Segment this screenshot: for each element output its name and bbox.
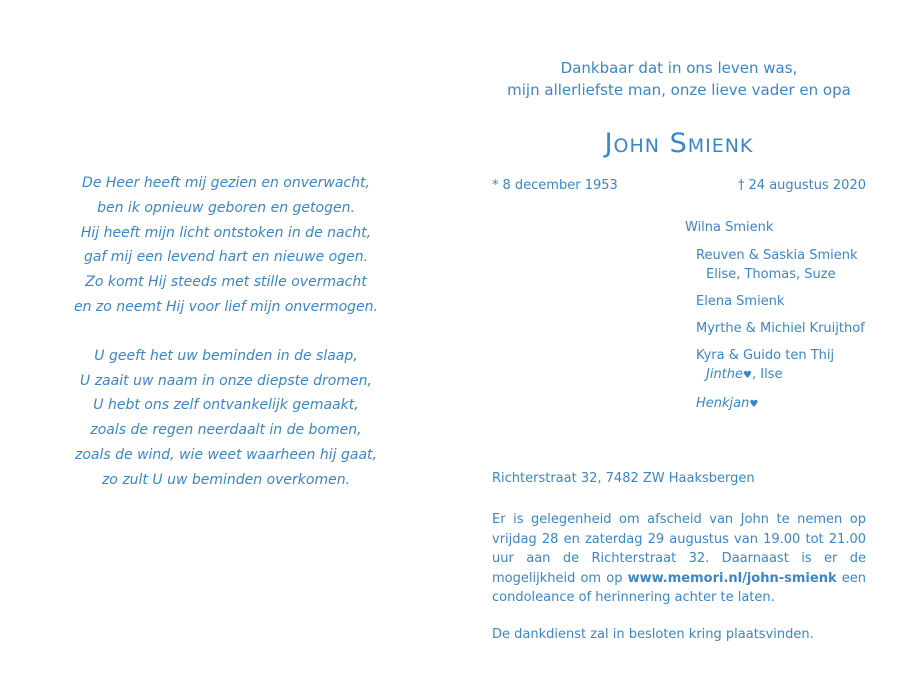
address: Richterstraat 32, 7482 ZW Haaksbergen — [492, 471, 755, 486]
poem-line: U zaait uw naam in onze diepste dromen, — [80, 372, 372, 389]
family-child-name: Kyra & Guido ten Thij — [696, 348, 835, 363]
poem-stanza-2 — [60, 344, 392, 493]
intro-line-1: Dankbaar dat in ons leven was, — [560, 59, 798, 77]
poem-line: zo zult U uw beminden overkomen. — [101, 471, 351, 488]
intro-line-2: mijn allerliefste man, onze lieve vader en opa — [507, 81, 851, 99]
family-child-name: Myrthe & Michiel Kruijthof — [696, 321, 865, 336]
family-child — [696, 292, 865, 311]
birth-date-line — [492, 178, 618, 193]
death-date: 24 augustus 2020 — [748, 178, 866, 193]
death-date-line — [738, 178, 866, 193]
grandchildren: Elise, Thomas, Suze — [706, 267, 836, 282]
heart-icon: ♥ — [749, 399, 759, 410]
poem-line: U hebt ons zelf ontvankelijk gemaakt, — [93, 397, 359, 414]
poem-line: zoals de wind, wie weet waarheen hij gaat, — [75, 446, 377, 463]
poem-line: zoals de regen neerdaalt in de bomen, — [90, 422, 362, 439]
heart-icon: ♥ — [743, 370, 752, 381]
visitation-text — [492, 510, 866, 608]
family-children — [685, 246, 865, 414]
family-child-deceased — [696, 394, 865, 414]
visitation-text-start: Er is gelegenheid om afscheid van John te nemen op vrijdag 28 en zaterdag 29 augustus van 19.00 tot 21.00 uur aan de Richterstraat 32. Daarnaast is er de mogelijkheid om op — [492, 512, 866, 586]
birth-star-icon: * — [492, 178, 499, 193]
grandchild-rest: , Ilse — [752, 367, 783, 382]
service-note: De dankdienst zal in besloten kring plaatsvinden. — [492, 627, 814, 642]
poem-stanza-1 — [60, 171, 392, 320]
birth-date: 8 december 1953 — [502, 178, 618, 193]
visitation-text-end: een condoleance of herinnering achter te laten. — [492, 570, 866, 605]
poem-line: Hij heeft mijn licht ontstoken in de nacht, — [80, 224, 372, 241]
grandchild-deceased: Jinthe — [706, 367, 744, 382]
intro-text — [480, 57, 878, 101]
family-child — [696, 246, 865, 284]
poem-line: U geeft het uw beminden in de slaap, — [94, 347, 358, 364]
poem — [60, 171, 392, 493]
poem-line: ben ik opnieuw geboren en getogen. — [97, 199, 355, 216]
family-child-name: Reuven & Saskia Smienk — [696, 248, 858, 263]
family-child-name: Henkjan — [696, 396, 750, 411]
deceased-name: John Smienk — [604, 128, 754, 159]
poem-line: Zo komt Hij steeds met stille overmacht — [85, 274, 367, 291]
cross-icon: † — [738, 178, 745, 193]
family-list — [685, 218, 865, 414]
family-wife: Wilna Smienk — [685, 220, 774, 235]
family-child — [696, 346, 865, 385]
grandchildren — [696, 365, 865, 385]
family-child — [696, 319, 865, 338]
poem-line: gaf mij een levend hart en nieuwe ogen. — [83, 249, 369, 266]
poem-line: en zo neemt Hij voor lief mijn onvermogen. — [74, 298, 378, 315]
family-child-name: Elena Smienk — [696, 294, 785, 309]
memorial-link[interactable]: www.memori.nl/john-smienk — [627, 570, 837, 586]
poem-line: De Heer heeft mij gezien en onverwacht, — [82, 175, 370, 191]
